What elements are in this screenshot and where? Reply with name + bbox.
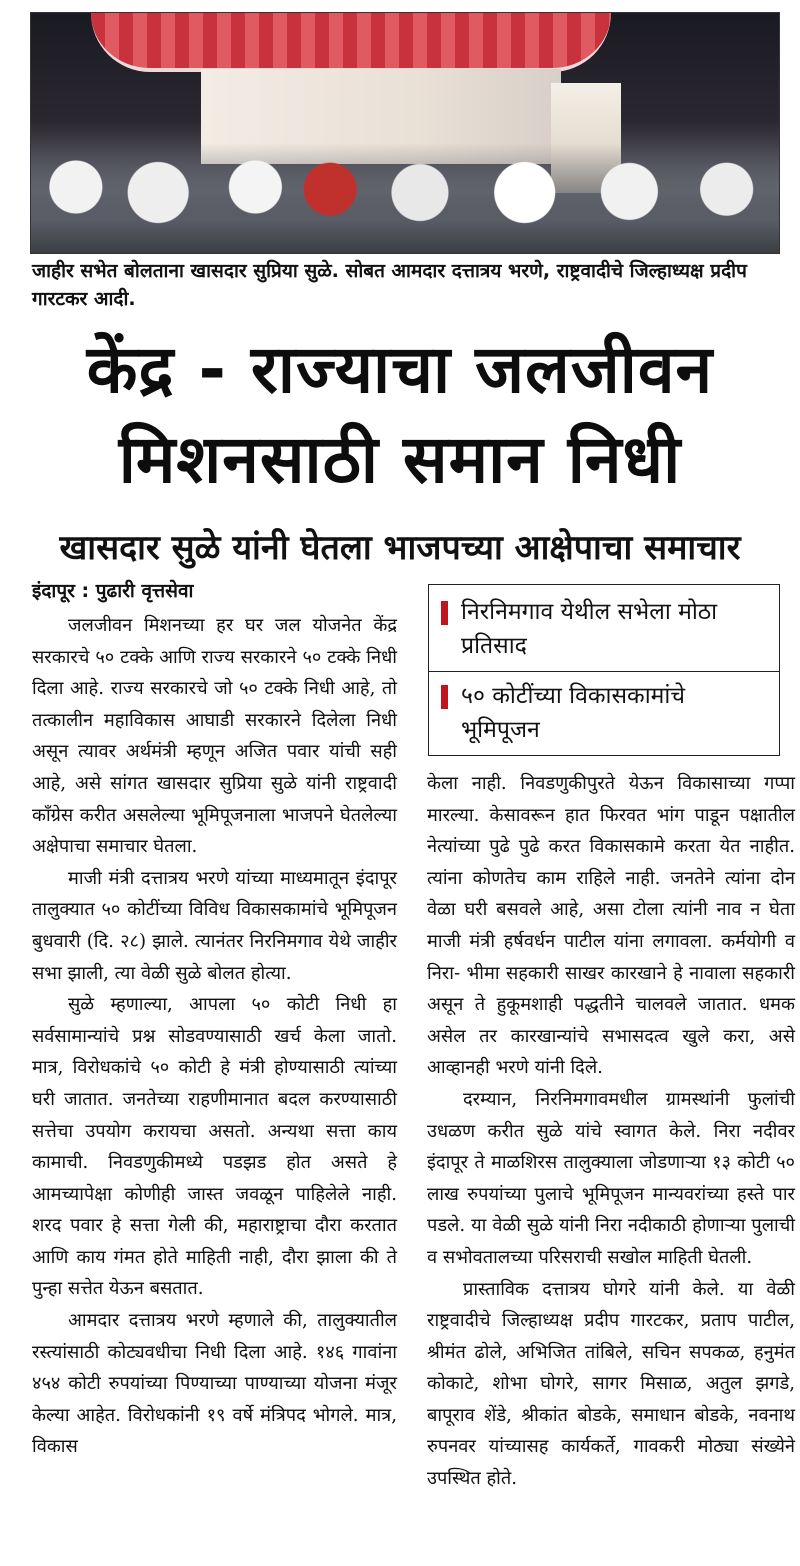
photo-caption: जाहीर सभेत बोलताना खासदार सुप्रिया सुळे. सोबत आमदार दत्तात्रय भरणे, राष्ट्रवादीचे जिल्हाध्यक्ष प्रदीप गारटकर आदी. [32,260,747,310]
highlight-item [441,679,761,747]
seated-leaders [31,143,779,253]
article-paragraph: सुळे म्हणाल्या, आपला ५० कोटी निधी हा सर्वसामान्यांचे प्रश्न सोडवण्यासाठी खर्च केला जातो. मात्र, विरोधकांचे ५० कोटी हे मंत्री होण्यासाठी त्यांच्या घरी जातात. जनतेच्या राहणीमानात बदल करण्यासाठी सत्तेचा उपयोग करायचा असतो. अन्यथा सत्ता काय कामाची. निवडणुकीमध्ये पडझड होत असते हे आमच्यापेक्षा कोणीही जास्त जवळून पाहिलेले नाही. शरद पवार हे सत्ता गेली की, महाराष्ट्राचा दौरा करतात आणि काय गंमत होते माहिती नाही, दौरा झाला की ते पुन्हा सत्तेत येऊन बसतात. [32,994,397,1300]
news-photo [30,12,780,254]
highlight-text: निरनिमगाव येथील सभेला मोठा प्रतिसाद [461,599,718,659]
article-column-left [32,610,397,1463]
highlight-item [441,595,761,663]
article-column-right [427,768,795,1495]
headline-line-1: केंद्र - राज्याचा जलजीवन [86,331,714,408]
highlight-text: ५० कोटींच्या विकासकामांचे भूमिपूजन [461,683,685,743]
highlight-bar-icon [441,685,448,709]
stage-canopy [91,13,611,72]
article-paragraph: दरम्यान, निरनिमगावमधील ग्रामस्थांनी फुलांची उधळण करीत सुळे यांचे स्वागत केले. निरा नदीवर इंदापूर ते माळशिरस तालुक्याला जोडणाऱ्या १३ कोटी ५० लाख रुपयांच्या पुलाचे भूमिपूजन मान्यवरांच्या हस्ते पार पडले. या वेळी सुळे यांनी निरा नदीकाठी होणाऱ्या पुलाची व सभोवतालच्या परिसराची सखोल माहिती घेतली. [427,1088,795,1268]
subheading: खासदार सुळे यांनी घेतला भाजपच्या आक्षेपाचा समाचार [59,528,741,568]
dateline: इंदापूर : पुढारी वृत्तसेवा [32,580,194,602]
article-paragraph: आमदार दत्तात्रय भरणे म्हणाले की, तालुक्यातील रस्त्यांसाठी कोट्यवधीचा निधी दिला आहे. १४६ गावांना ४५४ कोटी रुपयांच्या पिण्याच्या पाण्याच्या योजना मंजूर केल्या आहेत. विरोधकांनी १९ वर्षे मंत्रिपद भोगले. मात्र, विकास [32,1310,397,1458]
headline-line-2: मिशनसाठी समान निधी [118,421,682,498]
article-paragraph: प्रास्ताविक दत्तात्रय घोगरे यांनी केले. या वेळी राष्ट्रवादीचे जिल्हाध्यक्ष प्रदीप गारटकर, प्रताप पाटील, श्रीमंत ढोले, अभिजित तांबिले, सचिन सपकळ, हनुमंत कोकाटे, शोभा घोगरे, सागर मिसाळ, अतुल झगडे, बापूराव शेंडे, श्रीकांत बोडके, समाधान बोडके, नवनाथ रुपनवर यांच्यासह कार्यकर्ते, गावकरी मोठ्या संख्येने उपस्थित होते. [427,1278,795,1490]
article-paragraph: माजी मंत्री दत्तात्रय भरणे यांच्या माध्यमातून इंदापूर तालुक्यात ५० कोटींच्या विविध विकासकामांचे भूमिपूजन बुधवारी (दि. २८) झाले. त्यानंतर निरनिमगाव येथे जाहीर सभा झाली, त्या वेळी सुळे बोलत होत्या. [32,867,397,984]
article-paragraph: केला नाही. निवडणुकीपुरते येऊन विकासाच्या गप्पा मारल्या. केसावरून हात फिरवत भांग पाडून पक्षातील नेत्यांच्या पुढे पुढे करत विकासकामे करता येत नाहीत. त्यांना कोणतेच काम राहिले नाही. जनतेने त्यांना दोन वेळा घरी बसवले आहे, असा टोला त्यांनी नाव न घेता माजी मंत्री हर्षवर्धन पाटील यांना लगावला. कर्मयोगी व निरा- भीमा सहकारी साखर कारखाने हे नावाला सहकारी असून ते हुकूमशाही पद्धतीने चालवले जातात. धमक असेल तर कारखान्यांचे सभासदत्व खुले करा, असे आव्हानही भरणे यांनी दिले. [427,773,795,1079]
highlights-box [428,584,780,756]
highlight-divider [429,671,779,672]
article-paragraph: जलजीवन मिशनच्या हर घर जल योजनेत केंद्र सरकारचे ५० टक्के आणि राज्य सरकारने ५० टक्के निधी दिला आहे. राज्य सरकारचे जो ५० टक्के निधी आहे, तो तत्कालीन महाविकास आघाडी सरकारने दिलेला निधी असून त्यावर अर्थमंत्री म्हणून अजित पवार यांची सही आहे, असे सांगत खासदार सुप्रिया सुळे यांनी राष्ट्रवादी काँग्रेस करीत असलेल्या भूमिपूजनाला भाजपने घेतलेल्या अक्षेपाचा समाचार घेतला. [32,615,397,858]
highlight-bar-icon [441,601,448,625]
